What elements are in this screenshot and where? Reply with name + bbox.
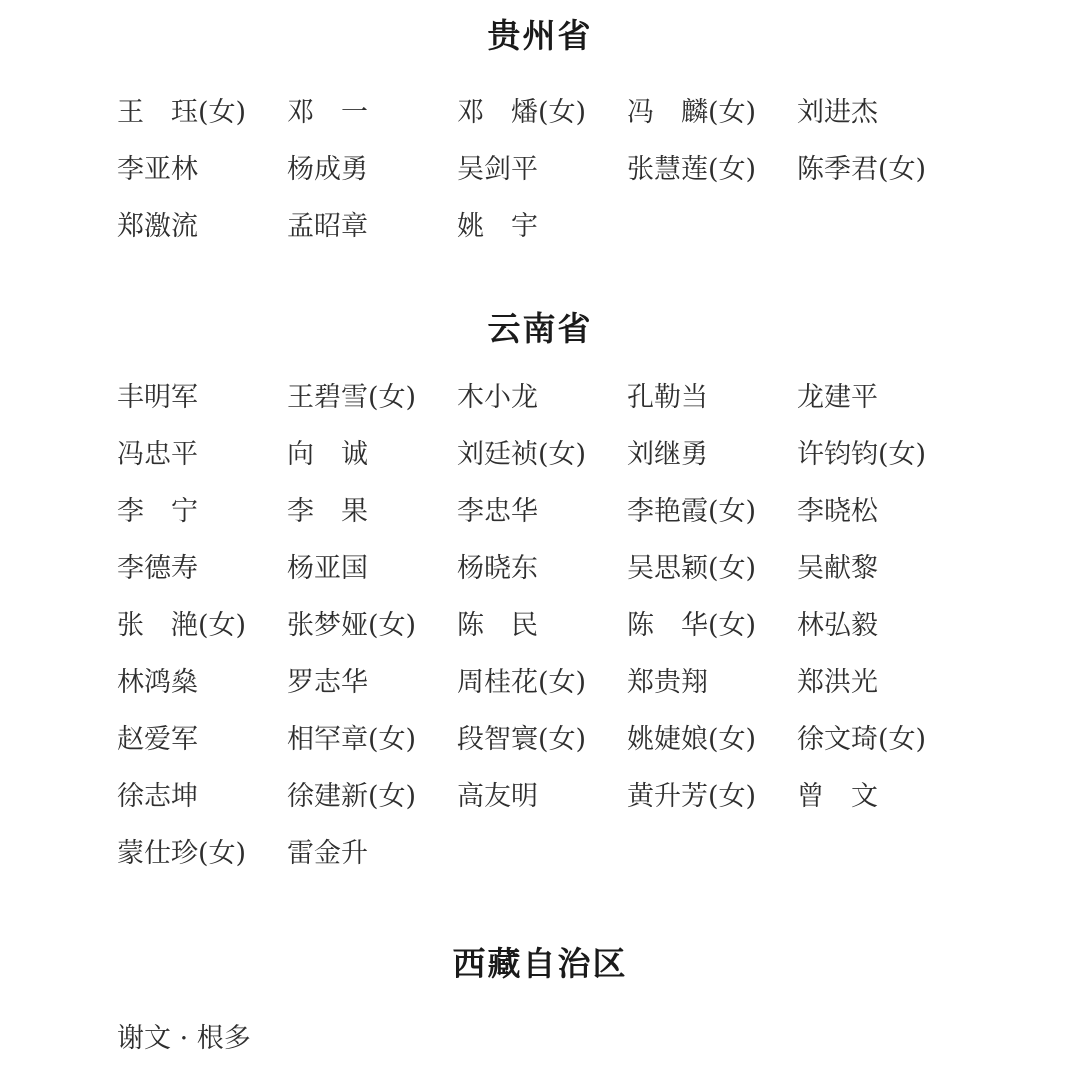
person-name: 张 滟(女) (117, 610, 247, 641)
person-name: 曾 文 (797, 781, 878, 812)
person-name: 王 珏(女) (117, 97, 247, 128)
name-rows (0, 1010, 1080, 1067)
person-name: 丰明军 (117, 382, 198, 413)
name-row (0, 540, 1080, 597)
person-name: 木小龙 (457, 382, 538, 413)
person-name: 林鸿燊 (117, 667, 198, 698)
person-name: 谢文 · 根多 (117, 1023, 251, 1054)
name-row (0, 768, 1080, 825)
province-section (0, 946, 1080, 1067)
person-name: 杨成勇 (287, 154, 368, 185)
person-name: 郑洪光 (797, 667, 878, 698)
person-name: 孔勒当 (627, 382, 708, 413)
person-name: 龙建平 (797, 382, 878, 413)
person-name: 陈 民 (457, 610, 538, 641)
person-name: 李 果 (287, 496, 368, 527)
name-row (0, 825, 1080, 882)
person-name: 姚 宇 (457, 211, 538, 242)
name-row (0, 141, 1080, 198)
person-name: 孟昭章 (287, 211, 368, 242)
person-name: 李 宁 (117, 496, 198, 527)
person-name: 冯忠平 (117, 439, 198, 470)
name-rows (0, 369, 1080, 882)
person-name: 郑激流 (117, 211, 198, 242)
person-name: 陈季君(女) (797, 154, 927, 185)
person-name: 郑贵翔 (627, 667, 708, 698)
province-title: 云南省 (487, 309, 593, 348)
name-row (0, 369, 1080, 426)
person-name: 李德寿 (117, 553, 198, 584)
name-row (0, 597, 1080, 654)
person-name: 陈 华(女) (627, 610, 757, 641)
province-sections-container (0, 18, 1080, 1067)
person-name: 黄升芳(女) (627, 781, 757, 812)
person-name: 冯 麟(女) (627, 97, 757, 128)
person-name: 李晓松 (797, 496, 878, 527)
person-name: 张慧莲(女) (627, 154, 757, 185)
person-name: 刘廷祯(女) (457, 439, 587, 470)
province-section (0, 18, 1080, 255)
person-name: 林弘毅 (797, 610, 878, 641)
name-row (0, 711, 1080, 768)
person-name: 吴思颖(女) (627, 553, 757, 584)
person-name: 吴献黎 (797, 553, 878, 584)
name-row (0, 483, 1080, 540)
person-name: 邓 燔(女) (457, 97, 587, 128)
person-name: 杨晓东 (457, 553, 538, 584)
person-name: 徐志坤 (117, 781, 198, 812)
person-name: 吴剑平 (457, 154, 538, 185)
person-name: 李亚林 (117, 154, 198, 185)
person-name: 刘进杰 (797, 97, 878, 128)
person-name: 杨亚国 (287, 553, 368, 584)
person-name: 姚婕娘(女) (627, 724, 757, 755)
name-row (0, 1010, 1080, 1067)
person-name: 段智寰(女) (457, 724, 587, 755)
person-name: 刘继勇 (627, 439, 708, 470)
province-title: 西藏自治区 (452, 944, 628, 983)
person-name: 邓 一 (287, 97, 368, 128)
person-name: 张梦娅(女) (287, 610, 417, 641)
person-name: 罗志华 (287, 667, 368, 698)
person-name: 雷金升 (287, 838, 368, 869)
person-name: 李艳霞(女) (627, 496, 757, 527)
province-title: 贵州省 (487, 16, 593, 55)
person-name: 赵爱军 (117, 724, 198, 755)
name-row (0, 426, 1080, 483)
person-name: 蒙仕珍(女) (117, 838, 247, 869)
person-name: 相罕章(女) (287, 724, 417, 755)
person-name: 王碧雪(女) (287, 382, 417, 413)
person-name: 高友明 (457, 781, 538, 812)
person-name: 徐建新(女) (287, 781, 417, 812)
person-name: 向 诚 (287, 439, 368, 470)
name-row (0, 654, 1080, 711)
person-name: 李忠华 (457, 496, 538, 527)
name-rows (0, 84, 1080, 255)
name-row (0, 84, 1080, 141)
name-row (0, 198, 1080, 255)
person-name: 许钧钧(女) (797, 439, 927, 470)
person-name: 徐文琦(女) (797, 724, 927, 755)
province-section (0, 311, 1080, 882)
person-name: 周桂花(女) (457, 667, 587, 698)
